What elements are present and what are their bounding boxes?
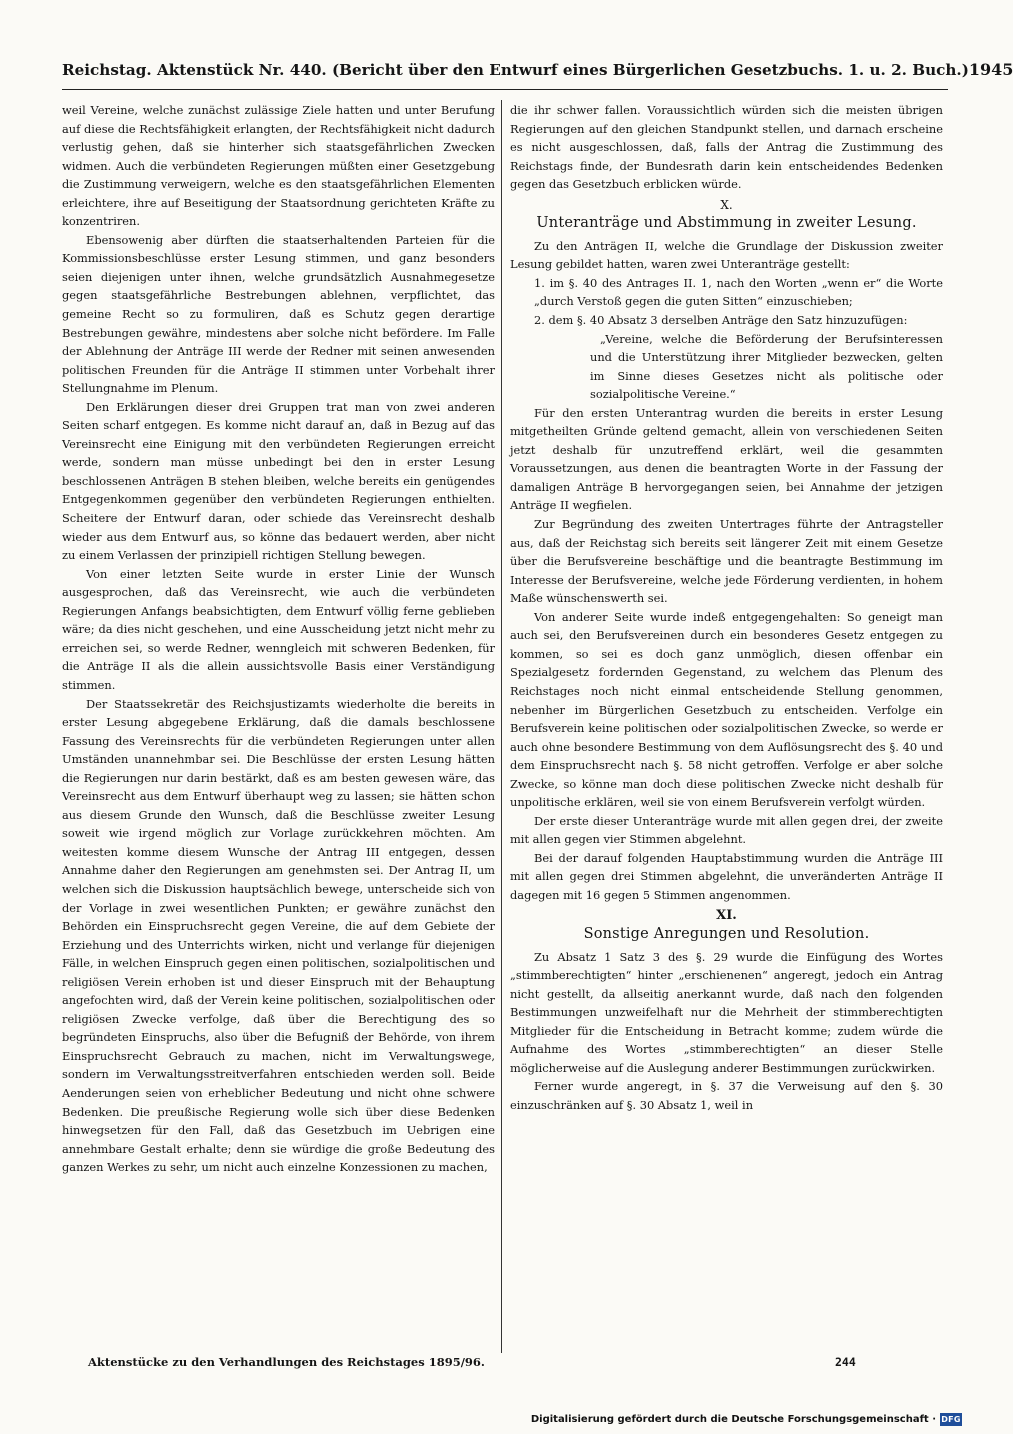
paragraph: weil Vereine, welche zunächst zulässige Ziele hatten und unter Berufung auf diese die Rechtsfähigkeit erlangten, der Rechtsfähigkeit nicht dadurch verlustig gehen, daß sie hinterher sich staatsgefährlichen Zwecken widmen. Auch die verbündeten Regierungen müßten einer Gesetzgebung die Zustimmung verweigern, welche es den staatsgefährlichen Elementen erleichtere, ihre auf Beseitigung der Staatsordnung gerichteten Kräfte zu konzentriren.: [62, 103, 495, 229]
paragraph: Zur Begründung des zweiten Untertrages führte der Antragsteller aus, daß der Reichstag sich bereits seit längerer Zeit mit einem Gesetze über die Berufsvereine beschäftige und die beantragte Bestimmung im Interesse der Berufsvereine, welche jede Förderung verdienten, in hohem Maße wünschenswerth sei.: [510, 517, 943, 606]
digitization-credit: [531, 1413, 962, 1426]
left-column: [62, 101, 495, 1351]
section-title: Sonstige Anregungen und Resolution.: [583, 926, 870, 943]
paragraph: Bei der darauf folgenden Hauptabstimmung wurden die Anträge III mit allen gegen drei Stimmen abgelehnt, die unveränderten Anträge II dagegen mit 16 gegen 5 Stimmen angenommen.: [510, 850, 943, 902]
column-divider: [501, 100, 502, 1353]
section-number: X.: [720, 197, 733, 212]
footer-source: Aktenstücke zu den Verhandlungen des Reichstages 1895/96.: [88, 1355, 485, 1369]
paragraph: Von einer letzten Seite wurde in erster Linie der Wunsch ausgesprochen, daß das Vereinsrecht, wie auch die verbündeten Regierungen Anfangs beabsichtigten, dem Entwurf völlig ferne geblieben wäre; da dies nicht geschehen, und eine Ausscheidung jetzt nicht mehr zu erreichen sei, so werde Redner, wenngleich mit schweren Bedenken, für die Anträge II als die allein aussichtsvolle Basis einer Verständigung stimmen.: [62, 566, 495, 692]
list-item: 1. im §. 40 des Antrages II. 1, nach den Worten „wenn er“ die Worte „durch Verstoß gegen die guten Sitten“ einzuschieben;: [534, 275, 943, 309]
paragraph: Den Erklärungen dieser drei Gruppen trat man von zwei anderen Seiten scharf entgegen. Es komme nicht darauf an, daß in Bezug auf das Vereinsrecht eine Einigung mit den verbündeten Regierungen erreicht werde, sondern man müsse unbedingt bei den in erster Lesung beschlossenen Anträgen B stehen bleiben, welche bereits ein genügendes Entgegenkommen gegenüber den verbündeten Regierungen enthielten. Scheitere der Entwurf daran, oder schiede das Vereinsrecht deshalb wieder aus dem Entwurf aus, so könne das bedauert werden, aber nicht zu einem Verlassen der prinzipiell richtigen Stellung bewegen.: [62, 399, 495, 563]
paragraph: Zu Absatz 1 Satz 3 des §. 29 wurde die Einfügung des Wortes „stimmberechtigten“ hinter „erschienenen“ angeregt, jedoch ein Antrag nicht gestellt, da allseitig anerkannt wurde, daß nach den folgenden Bestimmungen unzweifelhaft nur die Mehrheit der stimmberechtigten Mitglieder für die Entscheidung in Betracht komme; zudem würde die Aufnahme des Wortes „stimmberechtigten“ an dieser Stelle möglicherweise auf die Auslegung anderer Bestimmungen zurückwirken.: [510, 949, 943, 1075]
page-header: [62, 60, 1013, 88]
quote: „Vereine, welche die Beförderung der Berufsinteressen und die Unterstützung ihrer Mitglieder bezwecken, gelten im Sinne dieses Gesetzes nicht als politische oder sozialpolitische Vereine.“: [590, 331, 943, 402]
section-number: XI.: [716, 907, 737, 923]
header-rule: [62, 89, 948, 90]
header-title: Reichstag. Aktenstück Nr. 440. (Bericht über den Entwurf eines Bürgerlichen Gesetzbuchs. 1. u. 2. Buch.): [62, 61, 969, 79]
section-title: Unteranträge und Abstimmung in zweiter Lesung.: [536, 215, 917, 232]
credit-text: Digitalisierung gefördert durch die Deutsche Forschungsgemeinschaft ·: [530, 1414, 936, 1425]
list-item: 2. dem §. 40 Absatz 3 derselben Anträge den Satz hinzuzufügen:: [534, 313, 908, 328]
paragraph: Von anderer Seite wurde indeß entgegengehalten: So geneigt man auch sei, den Berufsvereinen durch ein besonderes Gesetz entgegen zu kommen, so sei es doch ganz unmöglich, diesen offenbar ein Spezialgesetz fordernden Gegenstand, zu welchem das Plenum des Reichstages noch nicht einmal entscheidende Stellung genommen, nebenher im Bürgerlichen Gesetzbuch zu entscheiden. Verfolge ein Berufsverein keine politischen oder sozialpolitischen Zwecke, so werde er auch ohne besondere Bestimmung von dem Auflösungsrecht des §. 40 und dem Einspruchsrecht nach §. 58 nicht getroffen. Verfolge er aber solche Zwecke, so könne man doch diese politischen Zwecke nicht deshalb für unpolitische erklären, weil sie von einem Berufsverein verfolgt würden.: [510, 609, 943, 810]
paragraph: Der Staatssekretär des Reichsjustizamts wiederholte die bereits in erster Lesung abgegebene Erklärung, daß die damals beschlossene Fassung des Vereinsrechts für die verbündeten Regierungen unter allen Umständen unannehmbar sei. Die Beschlüsse der ersten Lesung hätten die Regierungen nur darin bestärkt, daß es am besten gewesen wäre, das Vereinsrecht aus dem Entwurf überhaupt weg zu lassen; sie hätten schon aus diesem Grunde den Wunsch, daß die Beschlüsse zweiter Lesung soweit wie irgend möglich zur Vorlage zurückkehren möchten. Am weitesten komme diesem Wunsche der Antrag III entgegen, dessen Annahme daher den Regierungen am genehmsten sei. Der Antrag II, um welchen sich die Diskussion hauptsächlich bewege, unterscheide sich von der Vorlage in zwei wesentlichen Punkten; er gewähre zunächst den Behörden ein Einspruchsrecht gegen Vereine, die auf dem Gebiete der Erziehung und des Unterrichts wirken, nicht und verlange für diejenigen Fälle, in welchen Einspruch gegen einen politischen, sozialpolitischen und religiösen Verein erhoben ist und dieser Einspruch mit der Behauptung angefochten wird, daß der Verein keine politischen, sozialpolitischen oder religiösen Zwecke verfolge, daß über die Berechtigung des so begründeten Einspruchs, also über die Befugniß der Behörde, von ihrem Einspruchsrecht Gebrauch zu machen, nicht im Verwaltungswege, sondern im Verwaltungsstreitverfahren entschieden werden soll. Beide Aenderungen seien von erheblicher Bedeutung und nicht ohne schwere Bedenken. Die preußische Regierung wolle sich über diese Bedenken hinwegsetzen für den Fall, daß das Gesetzbuch im Uebrigen eine annehmbare Gestalt erhalte; denn sie würdige die große Bedeutung des ganzen Werkes zu sehr, um nicht auch einzelne Konzessionen zu machen,: [62, 696, 495, 1175]
dfg-logo-icon: DFG: [941, 1415, 961, 1424]
paragraph: Für den ersten Unterantrag wurden die bereits in erster Lesung mitgetheilten Gründe geltend gemacht, allein von verschiedenen Seiten jetzt deshalb für unzutreffend erklärt, weil die gesammten Voraussetzungen, aus denen die beantragten Worte in der Fassung der damaligen Anträge B hervorgegangen seien, bei Annahme der jetzigen Anträge II wegfielen.: [510, 405, 943, 513]
right-column: [510, 101, 943, 1351]
footer-sheet-number: 244: [835, 1355, 856, 1369]
paragraph: Der erste dieser Unteranträge wurde mit allen gegen drei, der zweite mit allen gegen vier Stimmen abgelehnt.: [510, 813, 943, 847]
paragraph: die ihr schwer fallen. Voraussichtlich würden sich die meisten übrigen Regierungen auf den gleichen Standpunkt stellen, und darnach erscheine es nicht ausgeschlossen, daß, falls der Antrag die Zustimmung des Reichstags finde, der Bundesrath darin kein entscheidendes Bedenken gegen das Gesetzbuch erblicken würde.: [510, 103, 943, 192]
page-number: 1945: [968, 60, 1013, 79]
paragraph: Zu den Anträgen II, welche die Grundlage der Diskussion zweiter Lesung gebildet hatten, waren zwei Unteranträge gestellt:: [510, 238, 943, 272]
paragraph: Ebensowenig aber dürften die staatserhaltenden Parteien für die Kommissionsbeschlüsse erster Lesung stimmen, und ganz besonders seien diejenigen unter ihnen, welche grundsätzlich Ausnahmegesetze gegen staatsgefährliche Bestrebungen ablehnen, verpflichtet, das gemeine Recht so zu formuliren, daß es Schutz gegen derartige Bestrebungen gewähre, mindestens aber solche nicht befördere. Im Falle der Ablehnung der Anträge III werde der Redner mit seinen anwesenden politischen Freunden für die Anträge II stimmen unter Vorbehalt ihrer Stellungnahme im Plenum.: [62, 232, 495, 396]
paragraph: Ferner wurde angeregt, in §. 37 die Verweisung auf den §. 30 einzuschränken auf §. 30 Absatz 1, weil in: [510, 1079, 943, 1112]
